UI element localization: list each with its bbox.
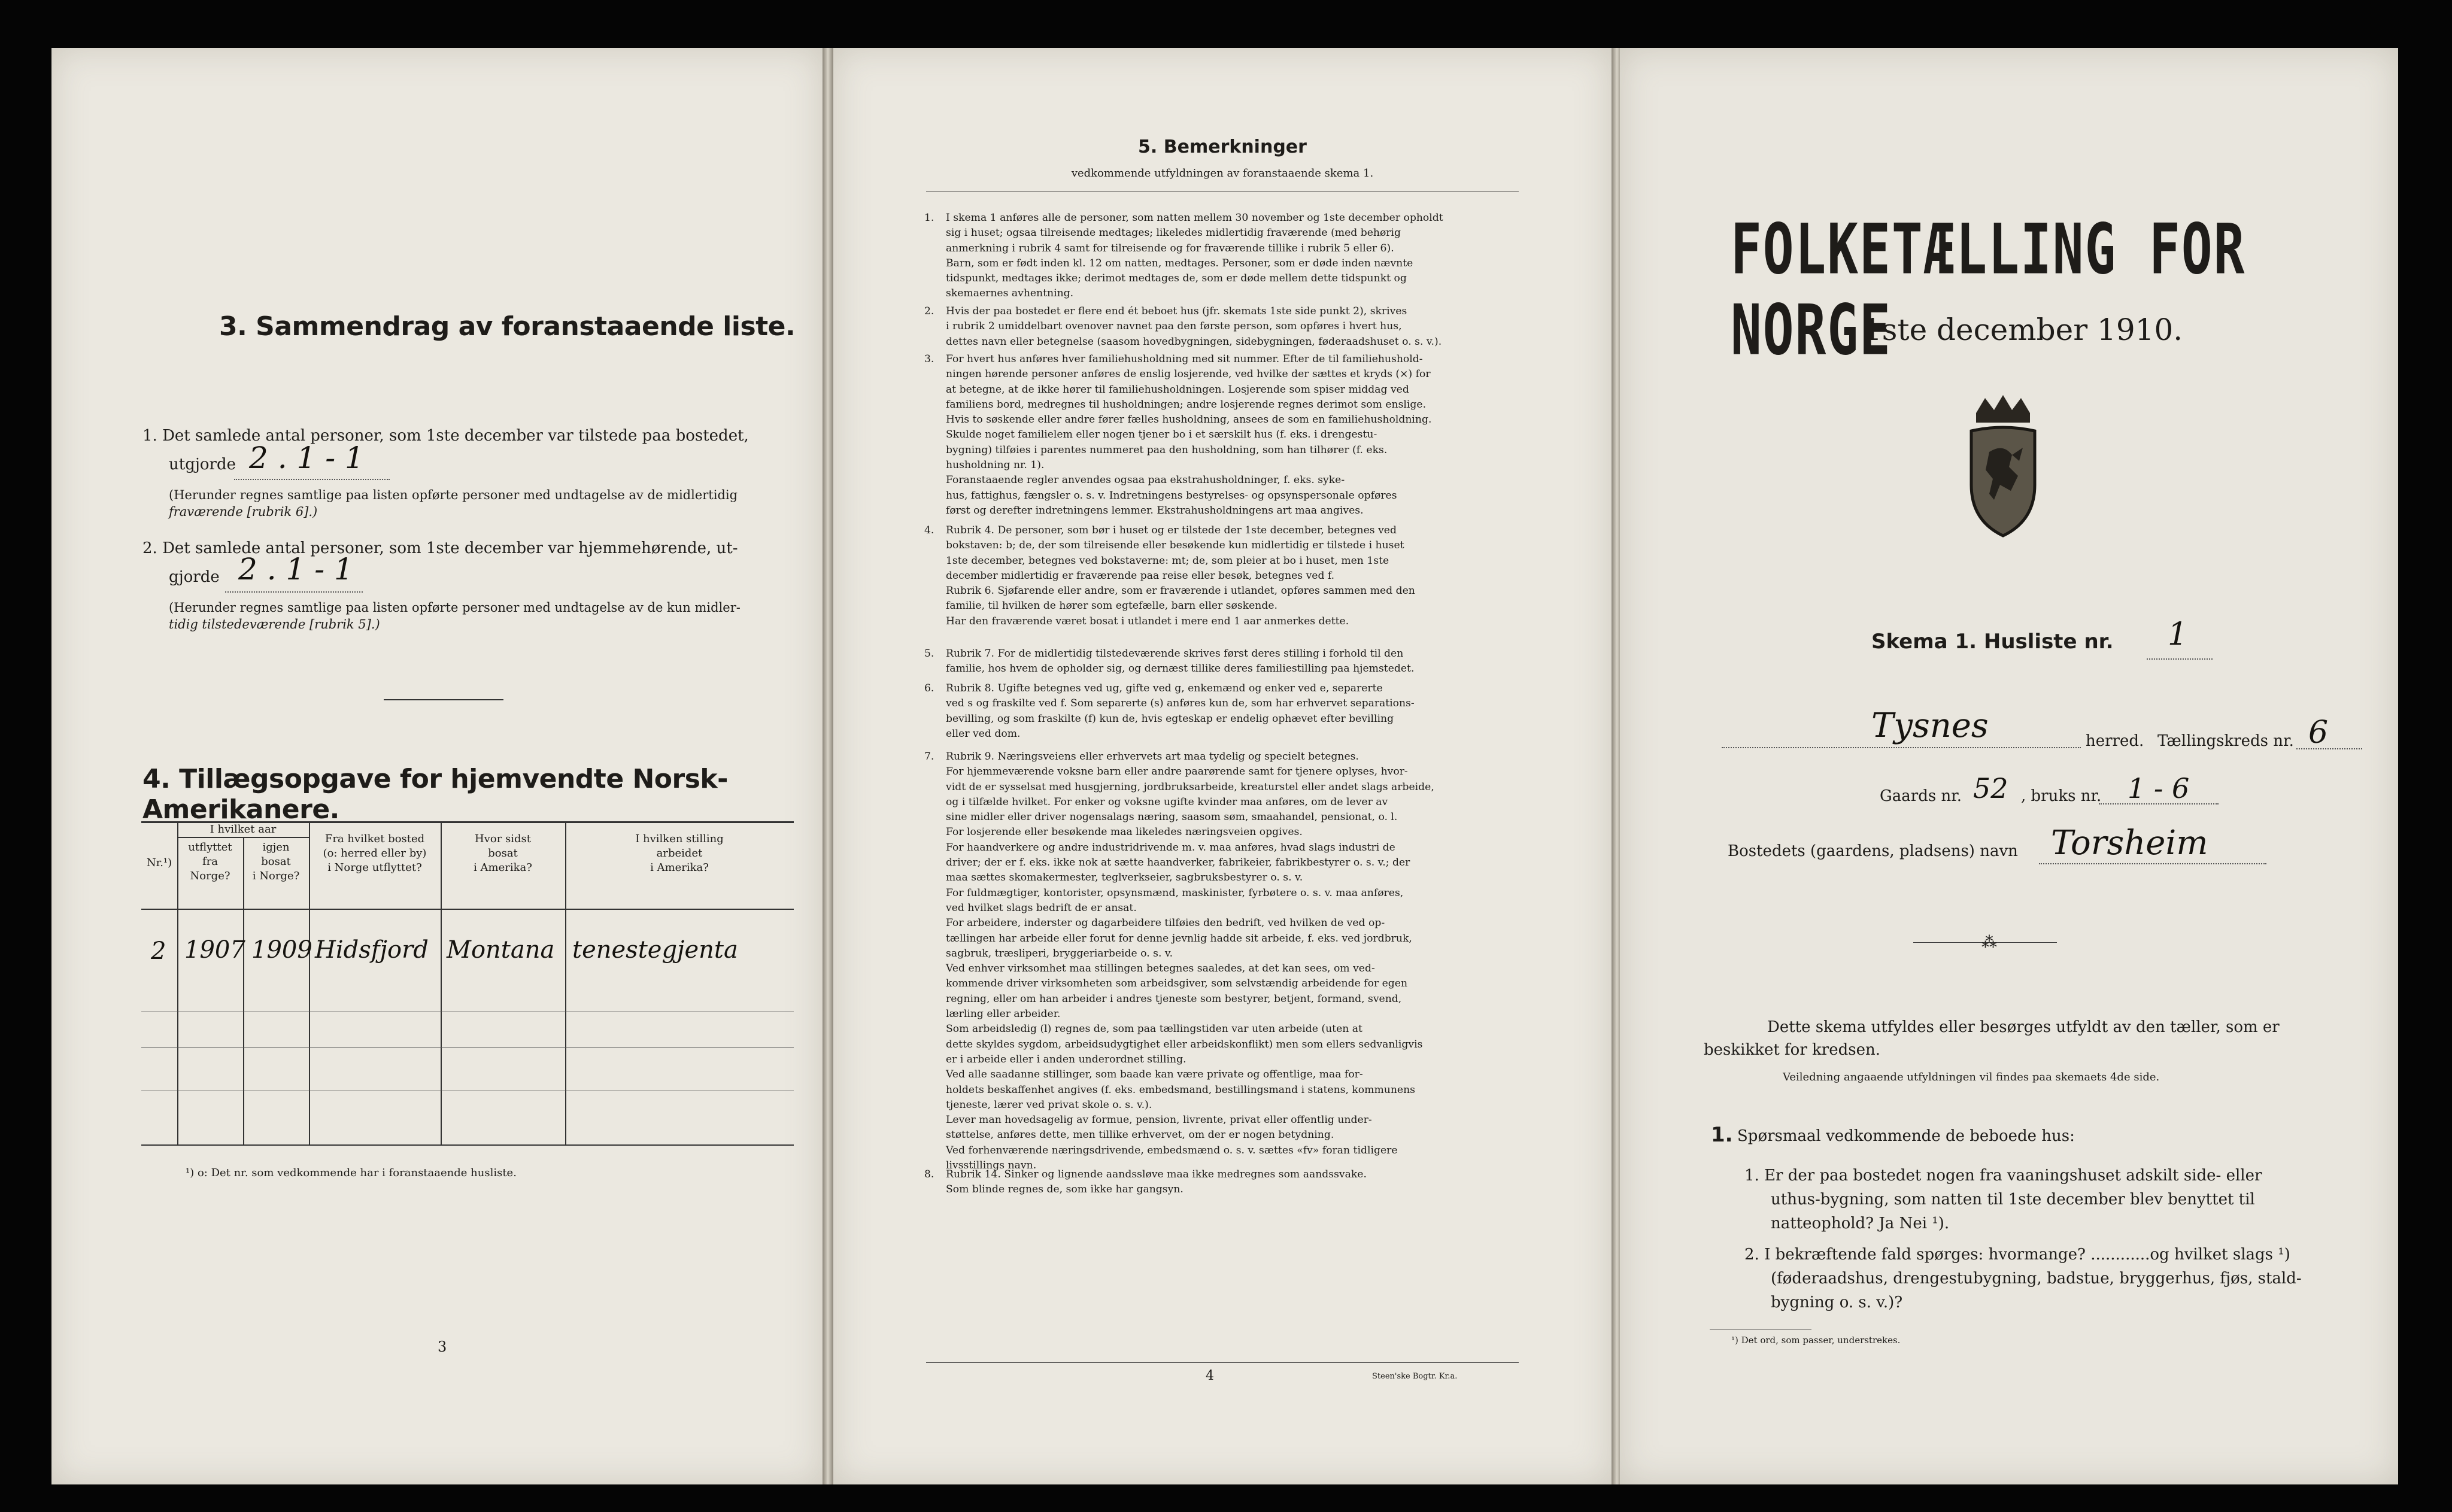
remark-text: I skema 1 anføres alle de personer, som natten mellem 30 november og 1ste december opholdt sig i huset; ogsaa tilreisende medtages; likeledes midlertidig fraværende (med behørig anmerkning i rubrik 4 samt for tilreisende og for fraværende tillike i rubrik 5 eller 6). Barn, som er født inden kl. 12 om natten, medtages. Personer, som er døde inden nævnte tidspunkt, medtages ikke; derimot medtages de, som er døde mellem dette tidspunkt og skemaernes avhentning.: [946, 212, 1443, 300]
middle-page: [833, 48, 1612, 1484]
right-footnote: ¹) Det ord, som passer, understrekes.: [1731, 1335, 1901, 1346]
remark-number: 6.: [924, 682, 934, 694]
husliste-number-handwritten: 1: [2168, 617, 2188, 652]
table-header-utflyttet: utflyttet fra Norge?: [188, 841, 232, 882]
row-amerika: Montana: [447, 936, 555, 964]
book-spine-left: [823, 48, 833, 1484]
remark-number: 7.: [924, 751, 934, 763]
section3-item1-note-line1: (Herunder regnes samtlige paa listen opførte personer med undtagelse av de midlertidig: [169, 488, 738, 502]
remark-number: 4.: [924, 524, 934, 536]
q-heading-number: 1.: [1711, 1123, 1733, 1147]
section3-item1-note-line2: fraværende [rubrik 6].): [169, 505, 318, 519]
skema-label: Skema 1. Husliste nr.: [1871, 630, 2114, 654]
instruction-line1: Dette skema utfyldes eller besørges utfyldt av den tæller, som er: [1767, 1018, 2280, 1036]
herred-handwritten: Tysnes: [1871, 706, 1989, 745]
husliste-dotted-line: [2147, 658, 2213, 660]
section3-item1-utgjorde-label: utgjorde: [169, 456, 236, 473]
section3-item1-dotted-line: [234, 479, 390, 480]
bosted-dotted-line: [2039, 863, 2266, 864]
remark-text: Hvis der paa bostedet er flere end ét beboet hus (jfr. skemats 1ste side punkt 2), skrives i rubrik 2 umiddelbart ovenover navnet paa den første person, som opføres i hvert hus, dettes navn eller betegnelse (saasom hovedbygningen, sidebygningen, føderaadshuset o. s. v.).: [946, 305, 1442, 348]
remarks-title: 5. Bemerkninger: [1138, 136, 1307, 157]
bosted-handwritten: Torsheim: [2051, 824, 2208, 863]
q2-line2: (føderaadshus, drengestubygning, badstue, bryggerhus, fjøs, stald-: [1771, 1270, 2302, 1288]
section4-footnote: ¹) o: Det nr. som vedkommende har i foranstaaende husliste.: [186, 1167, 517, 1179]
census-title: FOLKETÆLLING FOR NORGE: [1731, 210, 2246, 371]
table-header-fra-bosted: Fra hvilket bosted (o: herred eller by) i Norge utflyttet?: [323, 833, 427, 874]
q1-line3: natteophold? Ja Nei ¹).: [1771, 1215, 1950, 1232]
section3-item1-text: 1. Det samlede antal personer, som 1ste december var tilstede paa bostedet,: [142, 427, 749, 445]
section3-item2-text: 2. Det samlede antal personer, som 1ste december var hjemmehørende, ut-: [142, 539, 738, 557]
table-header-hvilket-aar: I hvilket aar: [210, 823, 277, 836]
row-utflyttet-year: 1907: [184, 936, 245, 964]
remark-number: 3.: [924, 353, 934, 365]
section3-item2-dotted-line: [225, 591, 363, 593]
section-divider: [384, 699, 503, 700]
remarks-subtitle: vedkommende utfyldningen av foranstaaende skema 1.: [1071, 167, 1374, 180]
gaards-label: Gaards nr.: [1880, 787, 1962, 805]
section3-item1-handwritten-count: 2 . 1 - 1: [249, 441, 364, 475]
coat-of-arms-icon: [1952, 395, 2054, 541]
kreds-label: Tællingskreds nr.: [2157, 732, 2294, 750]
q-heading: Spørsmaal vedkommende de beboede hus:: [1737, 1127, 2075, 1145]
row-bosted: Hidsfjord: [315, 936, 429, 964]
remark-number: 8.: [924, 1168, 934, 1180]
table-header-hvor-sidst: Hvor sidst bosat i Amerika?: [474, 833, 532, 874]
remark-number: 5.: [924, 648, 934, 660]
section3-item2-note-line2: tidig tilstedeværende [rubrik 5].): [169, 617, 380, 631]
table-header-stilling: I hvilken stilling arbeidet i Amerika?: [635, 833, 724, 874]
section4-title: 4. Tillægsopgave for hjemvendte Norsk-Amerikanere.: [142, 764, 728, 825]
remark-number: 1.: [924, 212, 934, 224]
page-number-3: 3: [438, 1338, 447, 1355]
q2-line1: 2. I bekræftende fald spørges: hvormange? ............og hvilket slags ¹): [1744, 1246, 2290, 1264]
remark-number: 2.: [924, 305, 934, 317]
remark-text: Rubrik 8. Ugifte betegnes ved ug, gifte ved g, enkemænd og enker ved e, separerte ved s og fraskilte ved f. Som separerte (s) anføres kun de, som har erhvervet separations- bevilling, og som fraskilte (f) kun de, hvis egteskap er endelig ophævet efter bevilling eller ved dom.: [946, 682, 1415, 740]
remark-text: Rubrik 4. De personer, som bør i huset og er tilstede der 1ste december, betegnes ved bokstaven: b; de, der som tilreisende eller besøkende kun midlertidig er tilstede i huset 1ste december, betegnes ved bokstaverne: mt; de, som pleier at bo i huset, men 1ste december midlertidig er fraværende paa reise eller besøk, betegnes ved f. Rubrik 6. Sjøfarende eller andre, som er fraværende i utlandet, opføres sammen med den familie, til hvilken de hører som egtefælle, barn eller søskende. Har den fraværende været bosat i utlandet i mere end 1 aar anmerkes dette.: [946, 524, 1415, 627]
herred-label: herred.: [2086, 732, 2144, 750]
q1-line2: uthus-bygning, som natten til 1ste december blev benyttet til: [1771, 1191, 2255, 1209]
kreds-handwritten: 6: [2308, 715, 2329, 751]
kreds-dotted-line: [2296, 748, 2362, 749]
remark-text: For hvert hus anføres hver familiehusholdning med sit nummer. Efter de til familiehushold- ningen hørende personer anføres de enslig losjerende, ved hvilke der sættes et kryds (×) for at betegne, at de ikke hører til familiehusholdningen. Losjerende som spiser middag ved familiens bord, medregnes til husholdningen; andre losjerende regnes derimot som enslige. Hvis to søskende eller andre fører fælles husholdning, ansees de som en familiehusholdning. Skulde noget familielem eller nogen tjener bo i et særskilt hus (f. eks. i drengestu- bygning) tilføies i parentes nummeret paa den husholdning, som han tilhører (f. eks. husholdning nr. 1). Foranstaaende regler anvendes ogsaa paa ekstrahusholdninger, f. eks. syke- hus, fattighus, fængsler o. s. v. Indretningens bestyrelses- og opsynspersonale opføres først og derefter indretningens lemmer. Ekstrahusholdningens art maa angives.: [946, 353, 1432, 517]
instruction-line2: beskikket for kredsen.: [1704, 1041, 1880, 1059]
right-page: [1620, 48, 2398, 1484]
gaards-handwritten: 52: [1973, 772, 2008, 804]
veiledning-text: Veiledning angaaende utfyldningen vil findes paa skemaets 4de side.: [1783, 1071, 2160, 1083]
census-date: 1ste december 1910.: [1863, 312, 2183, 347]
section3-title: 3. Sammendrag av foranstaaende liste.: [219, 311, 796, 342]
section3-item2-handwritten-count: 2 . 1 - 1: [238, 552, 353, 587]
ornament-icon: ⁂: [1981, 934, 1997, 952]
row-stilling: tenestegjenta: [572, 936, 738, 964]
remark-text: Rubrik 7. For de midlertidig tilstedeværende skrives først deres stilling i forhold til den familie, hos hvem de opholder sig, og dernæst tillike deres familiestilling paa hjemstedet.: [946, 648, 1415, 675]
page-number-4: 4: [1206, 1368, 1214, 1383]
table-header-igjen: igjen bosat i Norge?: [252, 841, 300, 882]
q2-line3: bygning o. s. v.)?: [1771, 1294, 1903, 1311]
q1-line1: 1. Er der paa bostedet nogen fra vaaningshuset adskilt side- eller: [1744, 1167, 2262, 1185]
herred-dotted-line: [1722, 747, 2081, 748]
left-page: [51, 48, 823, 1484]
section3-item2-note-line1: (Herunder regnes samtlige paa listen opførte personer med undtagelse av de kun midler-: [169, 600, 741, 615]
printer-credit: Steen'ske Bogtr. Kr.a.: [1372, 1372, 1458, 1381]
row-nr: 2: [151, 937, 166, 965]
remark-text: Rubrik 14. Sinker og lignende aandssløve maa ikke medregnes som aandssvake. Som blinde regnes de, som ikke har gangsyn.: [946, 1168, 1367, 1196]
row-igjen-year: 1909: [251, 936, 312, 964]
remarks-bottom-rule: [926, 1362, 1519, 1363]
bruks-dotted-line: [2099, 803, 2219, 804]
bosted-label: Bostedets (gaardens, pladsens) navn: [1728, 842, 2018, 860]
table-header-nr: Nr.¹): [146, 857, 172, 869]
bruks-label: , bruks nr.: [2021, 787, 2102, 805]
remark-text: Rubrik 9. Næringsveiens eller erhvervets art maa tydelig og specielt betegnes. For hjemmeværende voksne barn eller andre paarørende samt for tjenere oplyses, hvor- vidt de er sysselsat med husgjerning, jordbruksarbeide, kreaturstel eller andet slags arbeide, og i tilfælde hvilket. For enker og voksne ugifte kvinder maa anføres, om de lever av sine midler eller driver nogensalags næring, saasom søm, smaahandel, pensionat, o. l. For losjerende eller besøkende maa likeledes næringsveien opgives. For haandverkere og andre industridrivende m. v. maa anføres, hvad slags industri de driver; der er f. eks. ikke nok at sætte haandverker, fabrikeier, fabrikbestyrer o. s. v.; der maa sættes skomakermester, teglverkseier, sagbruksbestyrer o. s. v. For fuldmægtiger, kontorister, opsynsmænd, maskinister, fyrbøtere o. s. v. maa anføres, ved hvilket slags bedrift de er ansat. For arbeidere, inderster og dagarbeidere tilføies den bedrift, ved hvilken de ved op- tællingen har arbeide eller forut for denne jevnlig hadde sit arbeide, f. eks. ved jordbruk, sagbruk, træsliperi, bryggeriarbeide o. s. v. Ved enhver virksomhet maa stillingen betegnes saaledes, at det kan sees, om ved- kommende driver virksomheten som arbeidsgiver, som selvstændig arbeidende for egen regning, eller om han arbeider i andres tjeneste som bestyrer, betjent, formand, svend, lærling eller arbeider. Som arbeidsledig (l) regnes de, som paa tællingstiden var uten arbeide (uten at dette skyldes sygdom, arbeidsudygtighet eller arbeidskonflikt) men som ellers sedvanligvis er i arbeide eller i anden underordnet stilling. Ved alle saadanne stillinger, som baade kan være private og offentlige, maa for- holdets beskaffenhet angives (f. eks. embedsmand, bestillingsmand i statens, kommunens tjeneste, lærer ved privat skole o. s. v.). Lever man hovedsagelig av formue, pension, livrente, privat eller offentlig under- støttelse, anføres dette, men tillike erhvervet, om der er nogen betydning. Ved forhenværende næringsdrivende, embedsmænd o. s. v. sættes «fv» foran tidligere livsstillings navn.: [946, 751, 1434, 1172]
bruks-handwritten: 1 - 6: [2128, 772, 2190, 804]
section3-item2-utgjorde-label: gjorde: [169, 568, 220, 586]
